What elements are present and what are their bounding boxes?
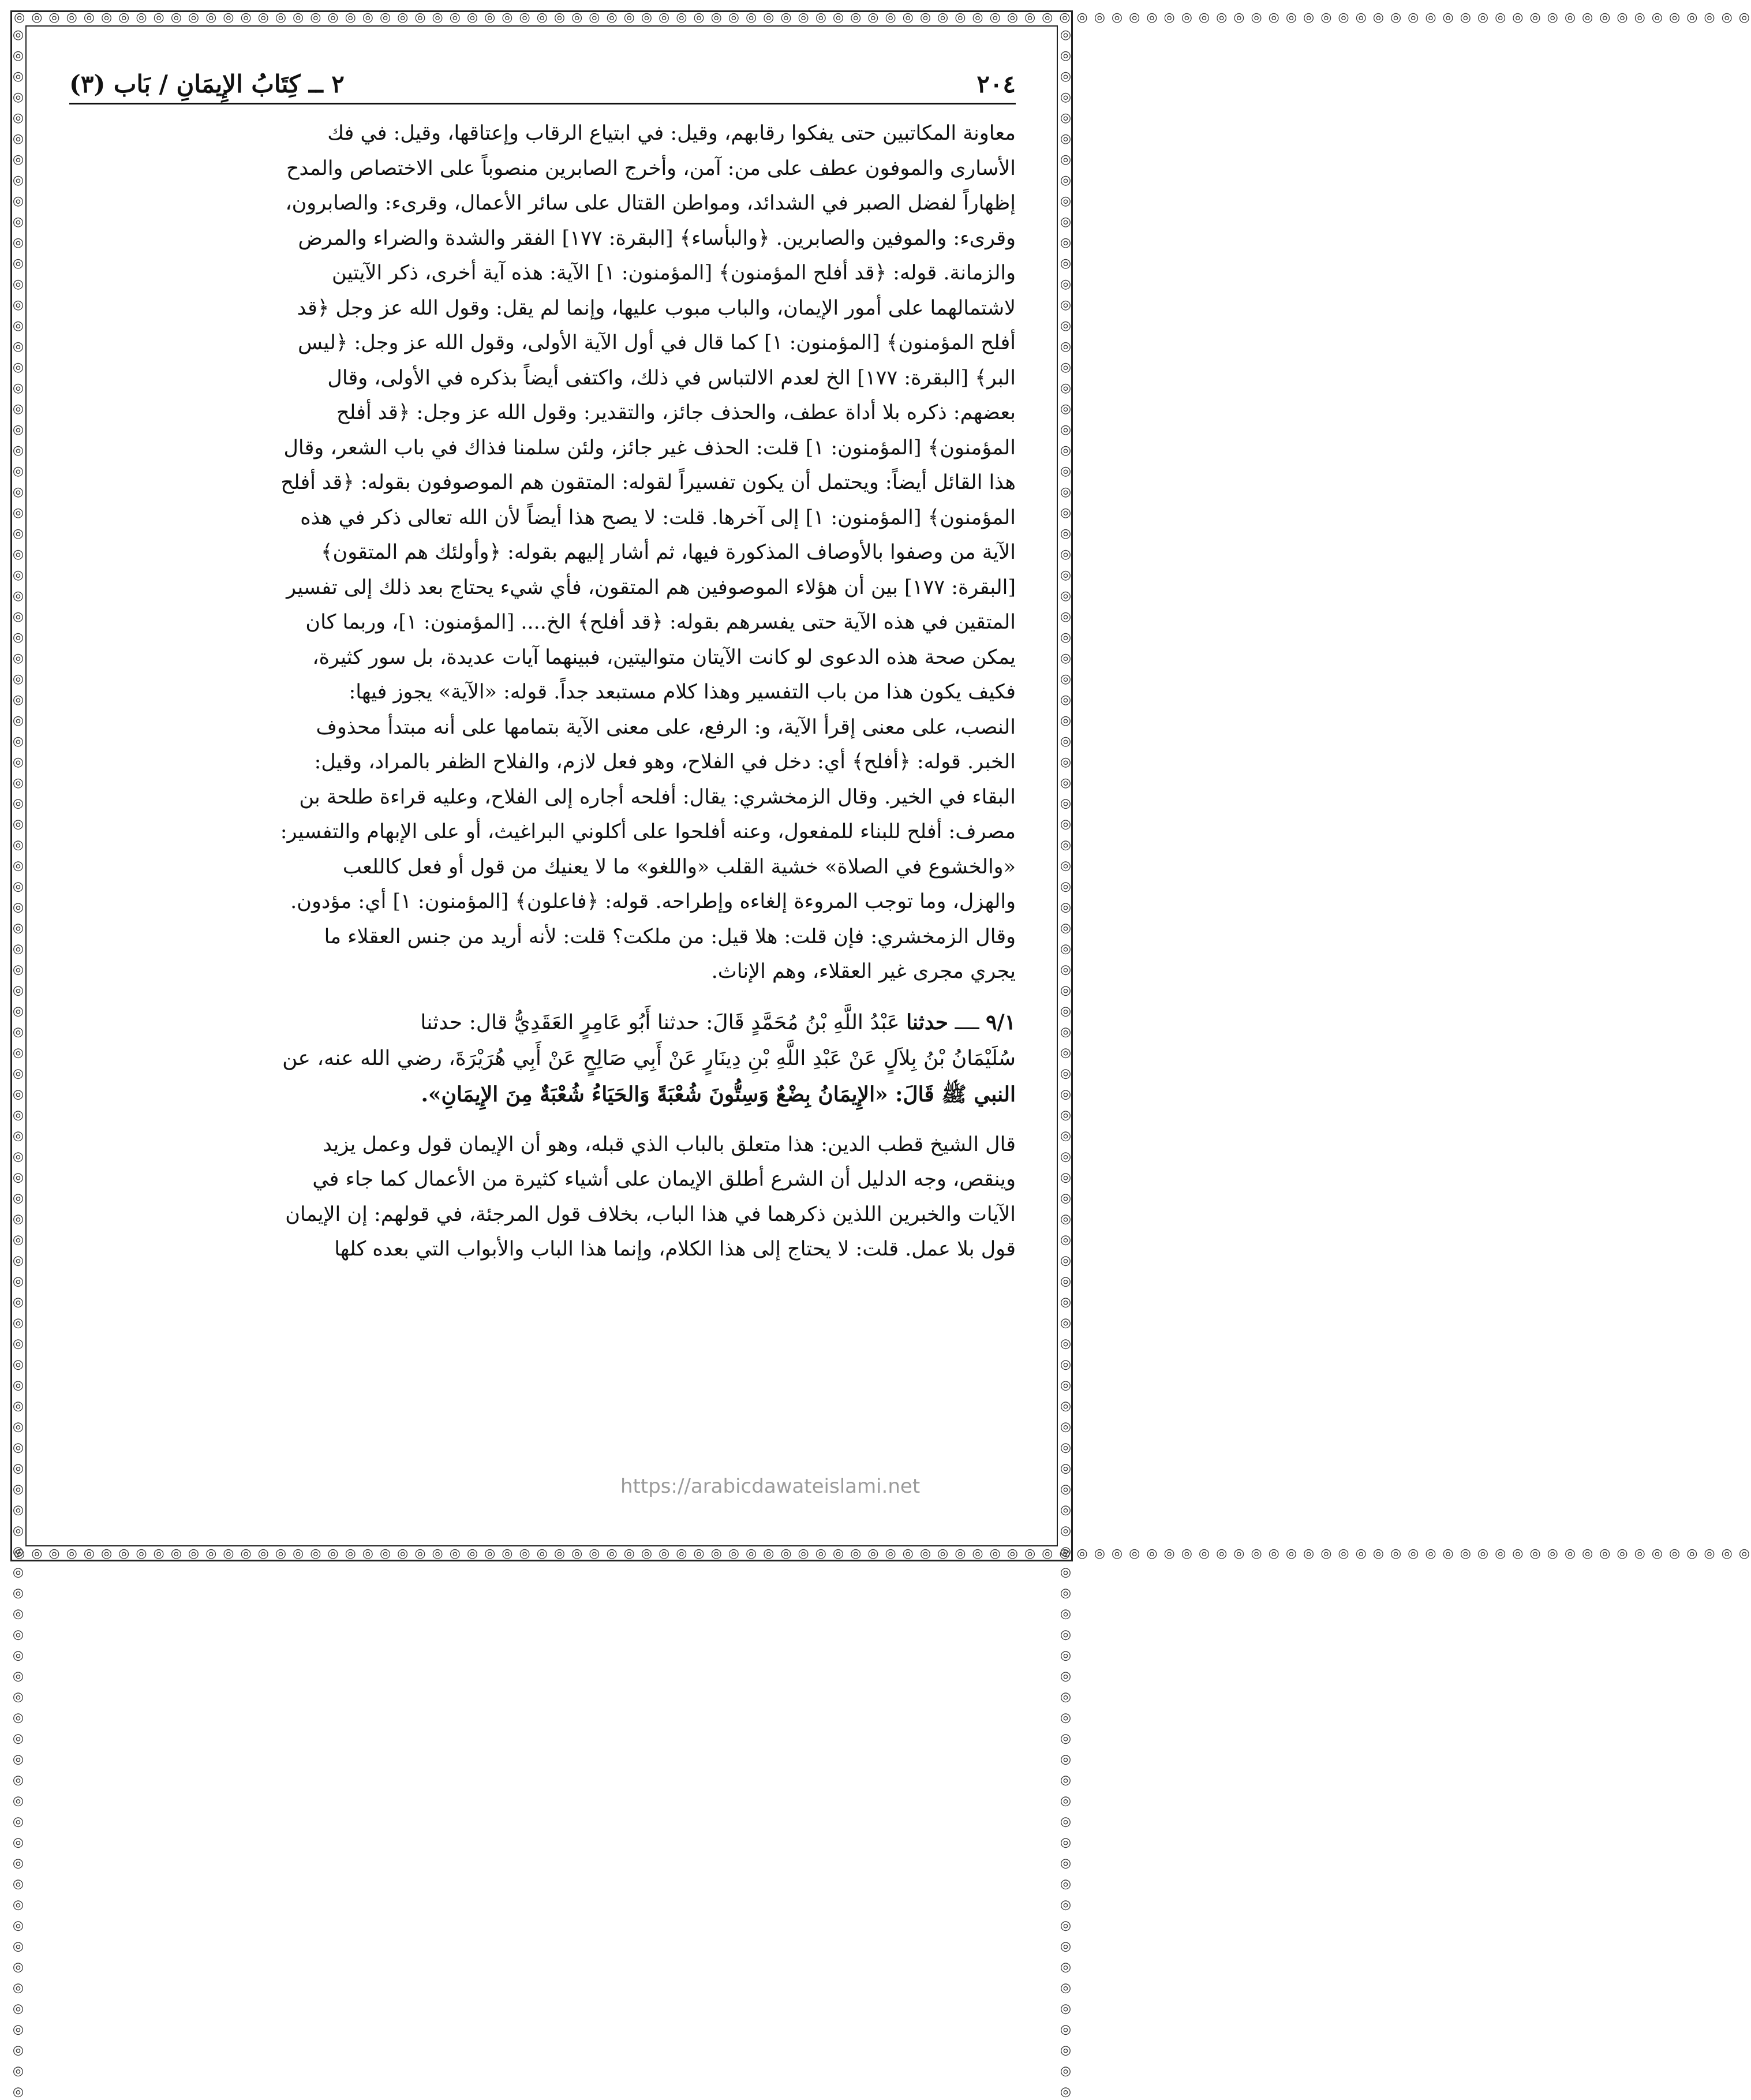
commentary-line: النصب، على معنى إقرأ الآية، و: الرفع، على معنى الآية بتمامها على أنه مبتدأ محذوف xyxy=(316,715,1016,739)
commentary-line: المتقين في هذه الآية حتى يفسرهم بقوله: ﴿قد أفلح﴾ الخ.... [المؤمنون: ١]، وربما كان xyxy=(305,611,1016,634)
ornament-border-bottom: ◎ ◎ ◎ ◎ ◎ ◎ ◎ ◎ ◎ ◎ ◎ ◎ ◎ ◎ ◎ ◎ ◎ ◎ ◎ ◎ ◎ ◎ ◎ ◎ ◎ ◎ ◎ ◎ ◎ ◎ ◎ ◎ ◎ ◎ ◎ ◎ ◎ ◎ ◎ ◎ ◎ ◎ ◎ ◎ ◎ ◎ ◎ ◎ ◎ ◎ ◎ ◎ ◎ ◎ ◎ ◎ ◎ ◎ ◎ ◎ ◎ ◎ ◎ ◎ ◎ ◎ ◎ ◎ ◎ ◎ ◎ ◎ ◎ ◎ ◎ ◎ ◎ ◎ ◎ ◎ ◎ ◎ ◎ ◎ ◎ ◎ ◎ ◎ ◎ ◎ ◎ ◎ ◎ ◎ ◎ ◎ ◎ ◎ ◎ ◎ xyxy=(14,1546,1751,1561)
commentary-line: أفلح المؤمنون﴾ [المؤمنون: ١] كما قال في أول الآية الأولى، وقول الله عز وجل: ﴿ليس xyxy=(298,331,1016,354)
running-title: ٢ ــ كِتَابُ الإِيمَانِ / بَاب (٣) xyxy=(69,70,345,98)
commentary-line: الخبر. قوله: ﴿أفلح﴾ أي: دخل في الفلاح، وهو فعل لازم، والفلاح الظفر بالمراد، وقيل: xyxy=(314,750,1016,774)
closing-commentary xyxy=(69,1127,1016,1267)
page-number: ٢٠٤ xyxy=(976,70,1016,98)
commentary-line: الآية من وصفوا بالأوصاف المذكورة فيها، ثم أشار إليهم بقوله: ﴿وأولئك هم المتقون﴾ xyxy=(321,541,1016,564)
closing-line: قال الشيخ قطب الدين: هذا متعلق بالباب الذي قبله، وهو أن الإيمان قول وعمل يزيد xyxy=(323,1133,1016,1156)
commentary-line: المؤمنون﴾ [المؤمنون: ١] قلت: الحذف غير جائز، ولئن سلمنا فذاك في باب الشعر، وقال xyxy=(283,436,1016,459)
commentary-line: بعضهم: ذكره بلا أداة عطف، والحذف جائز، والتقدير: وقول الله عز وجل: ﴿قد أفلح xyxy=(336,401,1016,424)
hadith-line: النبي ﷺ قَالَ: «الإِيمَانُ بِضْعٌ وَسِتُّونَ شُعْبَةً وَالحَيَاءُ شُعْبَةٌ مِنَ الإِيمَانِ». xyxy=(421,1082,1016,1107)
commentary-line: فكيف يكون هذا من باب التفسير وهذا كلام مستبعد جداً. قوله: «الآية» يجوز فيها: xyxy=(349,681,1016,704)
commentary-line: والهزل، وما توجب المروءة إلغاءه وإطراحه. قوله: ﴿فاعلون﴾ [المؤمنون: ١] أي: مؤدون. xyxy=(290,890,1016,913)
commentary-line: إظهاراً لفضل الصبر في الشدائد، ومواطن القتال على سائر الأعمال، وقرىء: والصابرون، xyxy=(285,192,1016,215)
commentary-line: والزمانة. قوله: ﴿قد أفلح المؤمنون﴾ [المؤمنون: ١] الآية: هذه آية أخرى، ذكر الآيتين xyxy=(332,261,1016,285)
hadith-number: ٩/١ xyxy=(986,1010,1016,1034)
page-content xyxy=(69,63,1016,1530)
commentary-line: «والخشوع في الصلاة» خشية القلب «واللغو» ما لا يعنيك من قول أو فعل كاللعب xyxy=(342,855,1016,879)
hadith-text xyxy=(69,1004,1016,1112)
commentary-section xyxy=(69,116,1016,989)
ornament-border-top: ◎ ◎ ◎ ◎ ◎ ◎ ◎ ◎ ◎ ◎ ◎ ◎ ◎ ◎ ◎ ◎ ◎ ◎ ◎ ◎ ◎ ◎ ◎ ◎ ◎ ◎ ◎ ◎ ◎ ◎ ◎ ◎ ◎ ◎ ◎ ◎ ◎ ◎ ◎ ◎ ◎ ◎ ◎ ◎ ◎ ◎ ◎ ◎ ◎ ◎ ◎ ◎ ◎ ◎ ◎ ◎ ◎ ◎ ◎ ◎ ◎ ◎ ◎ ◎ ◎ ◎ ◎ ◎ ◎ ◎ ◎ ◎ ◎ ◎ ◎ ◎ ◎ ◎ ◎ ◎ ◎ ◎ ◎ ◎ ◎ ◎ ◎ ◎ ◎ ◎ ◎ ◎ ◎ ◎ ◎ ◎ ◎ ◎ ◎ ◎ xyxy=(14,10,1751,25)
commentary-line: معاونة المكاتبين حتى يفكوا رقابهم، وقيل: في ابتياع الرقاب وإعتاقها، وقيل: في فك xyxy=(327,122,1016,145)
hadith-line: سُلَيْمَانُ بْنُ بِلاَلٍ عَنْ عَبْدِ اللَّهِ بْنِ دِينَارٍ عَنْ أَبِي صَالِحٍ عَنْ أَبِي هُرَيْرَةَ، رضي الله عنه، عن xyxy=(282,1046,1016,1070)
commentary-line: لاشتمالهما على أمور الإيمان، والباب مبوب عليها، وإنما لم يقل: وقول الله عز وجل ﴿قد xyxy=(297,296,1016,320)
commentary-line: المؤمنون﴾ [المؤمنون: ١] إلى آخرها. قلت: لا يصح هذا أيضاً لأن الله تعالى ذكر في هذه xyxy=(300,506,1016,529)
watermark-url: https://arabicdawateislami.net xyxy=(620,1475,921,1498)
commentary-line: البقاء في الخير. وقال الزمخشري: يقال: أفلحه أجاره إلى الفلاح، وعليه قراءة طلحة بن xyxy=(299,785,1016,809)
commentary-line: مصرف: أفلح للبناء للمفعول، وعنه أفلحوا على أكلوني البراغيث، أو على الإبهام والتفسير: xyxy=(280,820,1016,843)
commentary-line: الأسارى والموفون عطف على من: آمن، وأخرج الصابرين منصوباً على الاختصاص والمدح xyxy=(286,156,1016,180)
closing-line: وينقص، وجه الدليل أن الشرع أطلق الإيمان على أشياء كثيرة من الأعمال كما جاء في xyxy=(312,1168,1016,1191)
commentary-line: يمكن صحة هذه الدعوى لو كانت الآيتان متواليتين، فبينهما آيات عديدة، بل سور كثيرة، xyxy=(312,645,1016,669)
commentary-line: [البقرة: ١٧٧] بين أن هؤلاء الموصوفين هم المتقون، فأي شيء يحتاج بعد ذلك إلى تفسير xyxy=(286,576,1016,599)
commentary-line: يجري مجرى غير العقلاء، وهم الإناث. xyxy=(711,960,1016,983)
closing-line: قول بلا عمل. قلت: لا يحتاج إلى هذا الكلام، وإنما هذا الباب والأبواب التي بعده كلها xyxy=(334,1238,1016,1261)
hadith-line: ٩/١ ــــ حدثنا عَبْدُ اللَّهِ بْنُ مُحَمَّدٍ قَالَ: حدثنا أَبُو عَامِرٍ العَقَدِيُّ قال: حدثنا xyxy=(420,1010,1016,1034)
hadith-intro: حدثنا xyxy=(906,1010,949,1034)
commentary-line: وقرىء: والموفين والصابرين. ﴿والبأساء﴾ [البقرة: ١٧٧] الفقر والشدة والضراء والمرض xyxy=(298,226,1016,250)
ornament-border-left: ◎ ◎ ◎ ◎ ◎ ◎ ◎ ◎ ◎ ◎ ◎ ◎ ◎ ◎ ◎ ◎ ◎ ◎ ◎ ◎ ◎ ◎ ◎ ◎ ◎ ◎ ◎ ◎ ◎ ◎ ◎ ◎ ◎ ◎ ◎ ◎ ◎ ◎ ◎ ◎ ◎ ◎ ◎ ◎ ◎ ◎ ◎ ◎ ◎ ◎ ◎ ◎ ◎ ◎ ◎ ◎ ◎ ◎ ◎ ◎ ◎ ◎ ◎ ◎ ◎ ◎ ◎ ◎ ◎ ◎ ◎ ◎ ◎ ◎ ◎ ◎ ◎ ◎ ◎ ◎ ◎ ◎ ◎ ◎ ◎ ◎ ◎ ◎ ◎ ◎ ◎ ◎ ◎ ◎ ◎ ◎ ◎ ◎ ◎ ◎ xyxy=(11,28,25,2100)
commentary-line: البر﴾ [البقرة: ١٧٧] الخ لعدم الالتباس في ذلك، واكتفى أيضاً بذكره في الأولى، وقال xyxy=(327,366,1016,390)
commentary-line: هذا القائل أيضاً: ويحتمل أن يكون تفسيراً لقوله: المتقون هم الموصوفون بقوله: ﴿قد أفلح xyxy=(280,471,1016,494)
closing-line: الآيات والخبرين اللذين ذكرهما في هذا الباب، بخلاف قول المرجئة، في قولهم: إن الإيمان xyxy=(285,1202,1016,1226)
page-header xyxy=(69,63,1016,104)
ornament-border-right: ◎ ◎ ◎ ◎ ◎ ◎ ◎ ◎ ◎ ◎ ◎ ◎ ◎ ◎ ◎ ◎ ◎ ◎ ◎ ◎ ◎ ◎ ◎ ◎ ◎ ◎ ◎ ◎ ◎ ◎ ◎ ◎ ◎ ◎ ◎ ◎ ◎ ◎ ◎ ◎ ◎ ◎ ◎ ◎ ◎ ◎ ◎ ◎ ◎ ◎ ◎ ◎ ◎ ◎ ◎ ◎ ◎ ◎ ◎ ◎ ◎ ◎ ◎ ◎ ◎ ◎ ◎ ◎ ◎ ◎ ◎ ◎ ◎ ◎ ◎ ◎ ◎ ◎ ◎ ◎ ◎ ◎ ◎ ◎ ◎ ◎ ◎ ◎ ◎ ◎ ◎ ◎ ◎ ◎ ◎ ◎ ◎ ◎ ◎ ◎ xyxy=(1058,28,1073,2100)
hadith-isnad: عَبْدُ اللَّهِ بْنُ مُحَمَّدٍ قَالَ: حدثنا أَبُو عَامِرٍ العَقَدِيُّ قال: حدثنا xyxy=(420,1010,900,1034)
commentary-line: وقال الزمخشري: فإن قلت: هلا قيل: من ملكت؟ قلت: لأنه أريد من جنس العقلاء ما xyxy=(324,925,1016,948)
